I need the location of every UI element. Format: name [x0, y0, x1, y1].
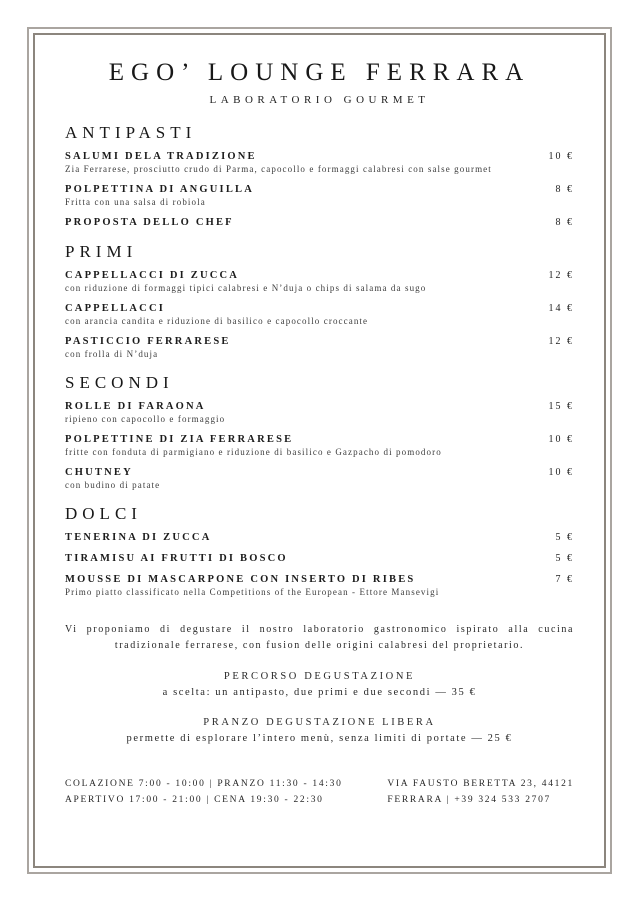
item-name: MOUSSE DI MASCARPONE CON INSERTO DI RIBES	[65, 574, 416, 585]
item-name: TENERINA DI ZUCCA	[65, 532, 212, 543]
item-price: 5 €	[555, 553, 574, 564]
item-name: CAPPELLACCI	[65, 303, 166, 314]
menu-item	[65, 302, 574, 327]
opening-hours	[65, 776, 343, 808]
item-price: 7 €	[555, 574, 574, 585]
menu-item	[65, 335, 574, 360]
hours-line-2: APERTIVO 17:00 - 21:00 | CENA 19:30 - 22:30	[65, 795, 324, 805]
tasting-title: PERCORSO DEGUSTAZIONE	[223, 671, 416, 682]
intro-paragraph: Vi proponiamo di degustare il nostro laboratorio gastronomico ispirato alla cucina tradizionale ferrarese, con fusion delle origini calabresi del proprietario.	[65, 624, 574, 651]
section-antipasti	[65, 123, 574, 229]
menu-item	[65, 400, 574, 425]
item-name: SALUMI DELA TRADIZIONE	[65, 151, 257, 162]
hours-line-1: COLAZIONE 7:00 - 10:00 | PRANZO 11:30 - 14:30	[65, 779, 343, 789]
item-name: CHUTNEY	[65, 467, 133, 478]
item-name: PROPOSTA DELLO CHEF	[65, 217, 234, 228]
item-price: 8 €	[555, 184, 574, 195]
item-description: con budino di patate	[65, 480, 161, 490]
item-description: Primo piatto classificato nella Competitions of the European - Ettore Mansevigi	[65, 587, 440, 597]
section-title: DOLCI	[65, 504, 142, 523]
item-description: con frolla di N’duja	[65, 349, 159, 359]
item-price: 12 €	[548, 270, 574, 281]
item-price: 12 €	[548, 336, 574, 347]
menu-item	[65, 216, 574, 229]
tasting-detail: permette di esplorare l’intero menù, senza limiti di portate — 25 €	[126, 733, 513, 744]
phone-line: FERRARA | +39 324 533 2707	[387, 795, 552, 805]
menu-item	[65, 531, 574, 544]
item-price: 15 €	[548, 401, 574, 412]
menu-item	[65, 433, 574, 458]
menu-item	[65, 573, 574, 598]
menu-item	[65, 269, 574, 294]
address-contact	[387, 776, 574, 808]
section-title: SECONDI	[65, 373, 174, 392]
item-description: ripieno con capocollo e formaggio	[65, 414, 226, 424]
item-price: 14 €	[548, 303, 574, 314]
item-description: Zia Ferrarese, prosciutto crudo di Parma, capocollo e formaggi calabresi con salse gourmet	[65, 164, 492, 174]
section-title: PRIMI	[65, 242, 138, 261]
tasting-menu-percorso	[65, 670, 574, 700]
section-title: ANTIPASTI	[65, 123, 197, 142]
menu-item	[65, 466, 574, 491]
section-dolci	[65, 504, 574, 598]
tasting-menu-pranzo	[65, 716, 574, 746]
item-name: PASTICCIO FERRARESE	[65, 336, 231, 347]
menu-item	[65, 150, 574, 175]
address-line: VIA FAUSTO BERETTA 23, 44121	[387, 779, 574, 789]
menu-item	[65, 552, 574, 565]
footer	[65, 776, 574, 808]
menu-page	[65, 0, 574, 808]
tasting-title: PRANZO DEGUSTAZIONE LIBERA	[203, 717, 436, 728]
item-description: con arancia candita e riduzione di basilico e capocollo croccante	[65, 316, 369, 326]
item-price: 10 €	[548, 434, 574, 445]
menu-item	[65, 183, 574, 208]
item-name: POLPETTINE DI ZIA FERRARESE	[65, 434, 294, 445]
item-description: fritte con fonduta di parmigiano e riduzione di basilico e Gazpacho di pomodoro	[65, 447, 442, 457]
restaurant-subtitle: LABORATORIO GOURMET	[209, 94, 430, 106]
item-name: POLPETTINA DI ANGUILLA	[65, 184, 255, 195]
section-primi	[65, 242, 574, 360]
section-secondi	[65, 373, 574, 491]
restaurant-title: EGO’ LOUNGE FERRARA	[108, 59, 531, 86]
item-price: 10 €	[548, 467, 574, 478]
item-price: 5 €	[555, 532, 574, 543]
item-name: CAPPELLACCI DI ZUCCA	[65, 270, 240, 281]
item-price: 8 €	[555, 217, 574, 228]
tasting-detail: a scelta: un antipasto, due primi e due secondi — 35 €	[162, 687, 477, 698]
item-name: ROLLE DI FARAONA	[65, 401, 206, 412]
item-price: 10 €	[548, 151, 574, 162]
item-description: con riduzione di formaggi tipici calabresi e N’duja o chips di salama da sugo	[65, 283, 427, 293]
item-description: Fritta con una salsa di robiola	[65, 197, 206, 207]
item-name: TIRAMISU AI FRUTTI DI BOSCO	[65, 553, 288, 564]
